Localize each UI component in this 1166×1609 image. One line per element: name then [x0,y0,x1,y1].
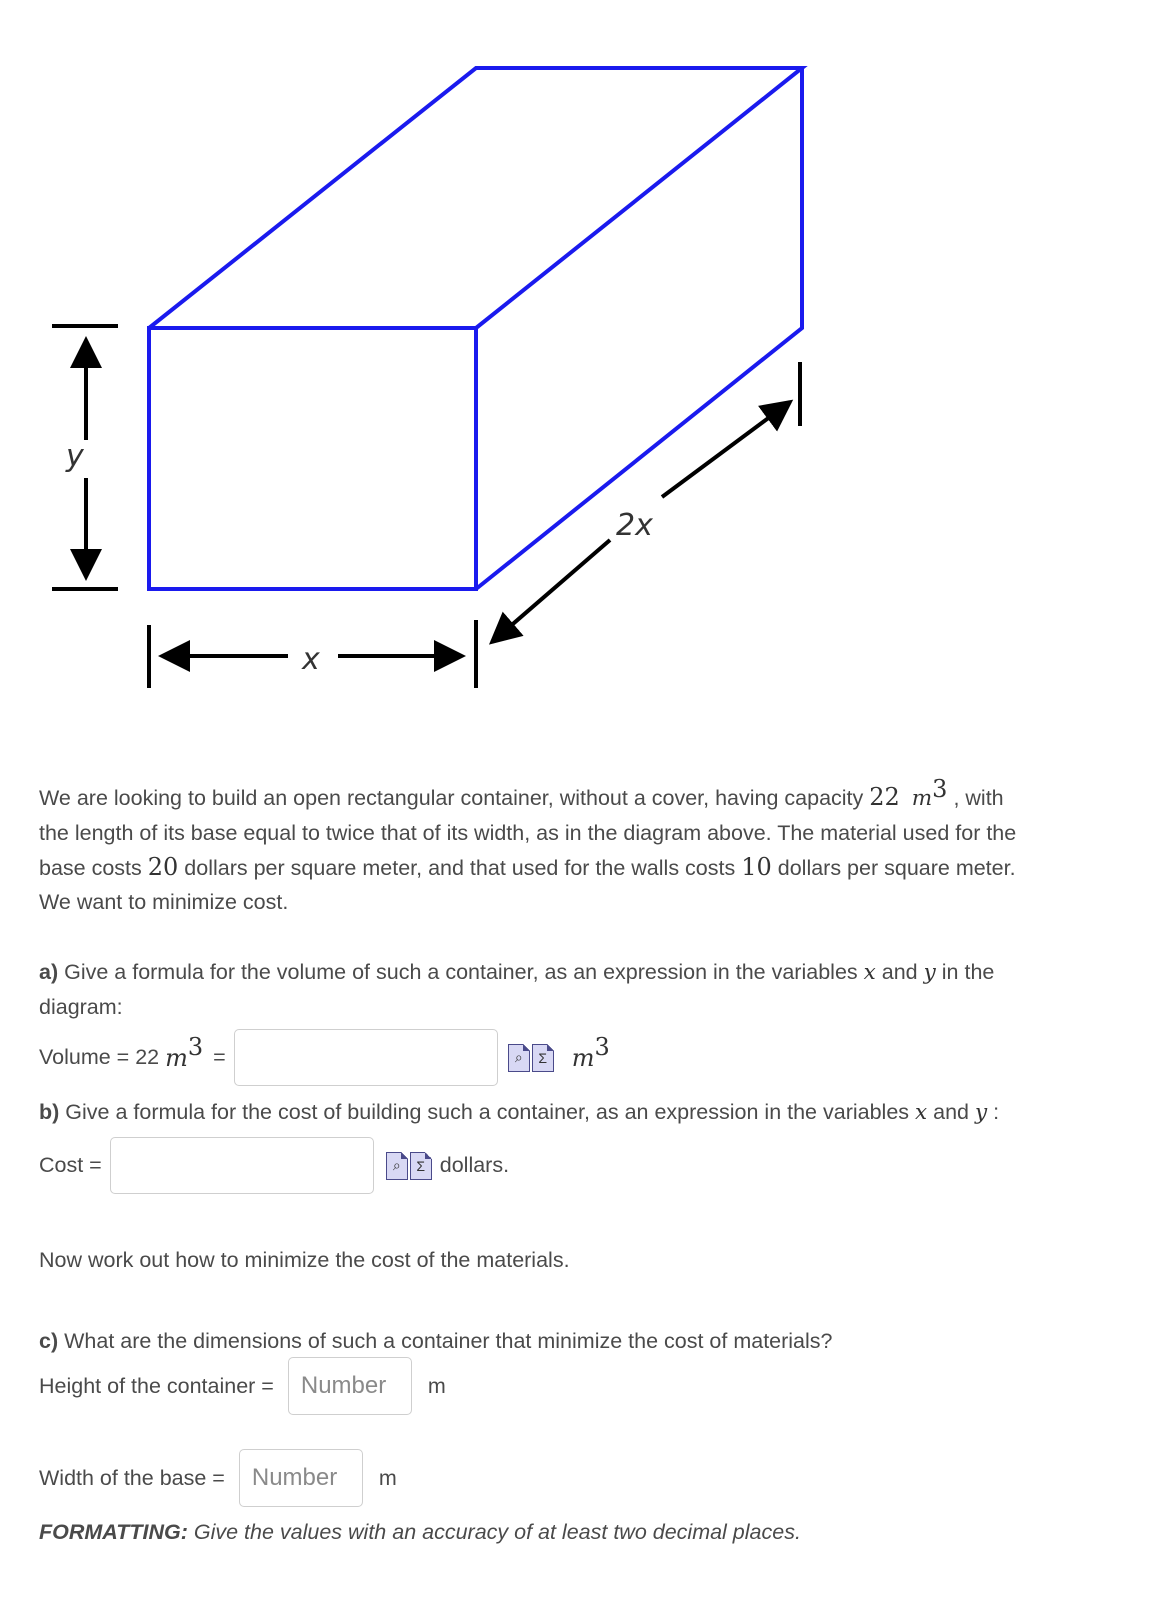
width-row [39,1449,397,1507]
part-a-question: a) Give a formula for the volume of such a container, as an expression in the variables x and y in the diagram: [39,960,995,1019]
height-dimension [52,326,118,589]
preview-icon[interactable]: ⌕ [386,1152,408,1180]
part-b-question: b) Give a formula for the cost of building such a container, as an expression in the variables x and y : [39,1100,1000,1125]
top-face [149,68,802,328]
volume-input[interactable] [234,1029,498,1086]
label-x: x [302,642,320,677]
label-y: y [66,439,84,474]
front-face [149,328,476,589]
formatting-note: FORMATTING: Give the values with an accuracy of at least two decimal places. [39,1520,801,1544]
box-edges [149,68,802,589]
width-label: Width of the base = [39,1465,225,1490]
label-2x: 2x [616,508,653,543]
intro-paragraph: We are looking to build an open rectangular container, without a cover, having capacity 22 $m^3$ , with the length of its base equal to twice that of its width, as in the diagram above. The material used for the base costs 20 dollars per square meter, and that used for the walls costs 10 dollars per square meter. We want to minimize cost. [39,775,1017,915]
height-label: Height of the container = [39,1373,274,1398]
container-diagram [0,0,1166,720]
width-input[interactable]: Number [239,1449,363,1507]
instruction-text: Now work out how to minimize the cost of the materials. [39,1248,570,1272]
height-input[interactable]: Number [288,1357,412,1415]
width-unit: m [378,1465,397,1490]
volume-label: Volume = 22 [39,1045,160,1069]
cost-row [39,1137,509,1194]
equation-editor-icon[interactable]: Σ [410,1152,432,1180]
equation-editor-icon[interactable]: Σ [532,1044,554,1072]
volume-row: Volume = 22 m 3 = ⌕ Σ m 3 [39,1029,610,1086]
cost-input[interactable] [110,1137,374,1194]
part-c-question: c) What are the dimensions of such a container that minimize the cost of materials? [39,1329,833,1353]
height-unit: m [427,1373,446,1398]
cost-unit: dollars. [439,1153,510,1177]
cost-label: Cost = [39,1153,102,1177]
preview-icon[interactable]: ⌕ [508,1044,530,1072]
height-row [39,1357,446,1415]
